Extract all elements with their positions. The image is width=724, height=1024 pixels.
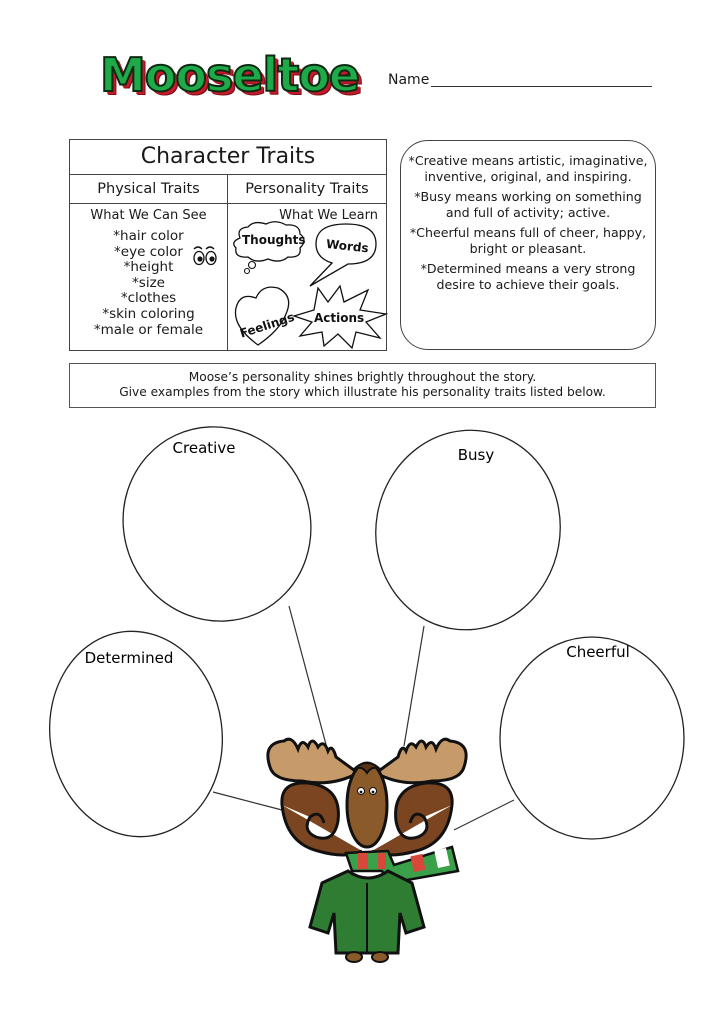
- personality-subheader: What We Learn: [279, 208, 378, 223]
- oval-busy[interactable]: [360, 416, 576, 645]
- oval-label-cheerful: Cheerful: [566, 643, 630, 661]
- oval-label-busy: Busy: [457, 446, 495, 464]
- bubble-thoughts: Thoughts: [242, 233, 306, 247]
- list-item: *skin coloring: [102, 305, 195, 322]
- list-item: *height: [123, 259, 174, 276]
- list-item: *male or female: [93, 321, 204, 338]
- instructions-line-2: Give examples from the story which illustrate his personality traits listed below.: [119, 385, 606, 399]
- oval-cheerful[interactable]: [500, 637, 684, 839]
- list-item: *size: [132, 274, 165, 291]
- bubble-feelings: Feelings: [238, 309, 297, 341]
- table-title: Character Traits: [70, 140, 386, 175]
- list-item: *eye color: [114, 243, 183, 260]
- personality-traits-header: Personality Traits: [245, 181, 369, 197]
- physical-traits-header: Physical Traits: [70, 175, 228, 203]
- physical-subheader: What We Can See: [90, 208, 207, 223]
- moose-illustration-icon: [262, 735, 472, 965]
- bubble-actions: Actions: [314, 311, 365, 325]
- oval-label-determined: Determined: [84, 649, 174, 667]
- definition-busy: *Busy means working on something and full of activity; active.: [414, 189, 642, 220]
- oval-label-creative: Creative: [172, 439, 236, 457]
- definition-cheerful: *Cheerful means full of cheer, happy, bright or pleasant.: [409, 225, 647, 256]
- oval-determined[interactable]: [37, 620, 236, 848]
- name-label: Name: [388, 72, 430, 88]
- list-item: *clothes: [120, 290, 177, 307]
- definition-creative: *Creative means artistic, imaginative, inventive, original, and inspiring.: [408, 153, 648, 184]
- connector-line: [289, 606, 328, 752]
- definition-determined: *Determined means a very strong desire to achieve their goals.: [420, 261, 636, 292]
- oval-creative[interactable]: [91, 396, 342, 652]
- worksheet-title: Mooseltoe: [100, 48, 360, 102]
- bubble-words: Words: [325, 236, 370, 256]
- list-item: *hair color: [113, 228, 184, 244]
- connector-line: [404, 626, 424, 746]
- instructions-line-1: Moose’s personality shines brightly throughout the story.: [188, 370, 537, 384]
